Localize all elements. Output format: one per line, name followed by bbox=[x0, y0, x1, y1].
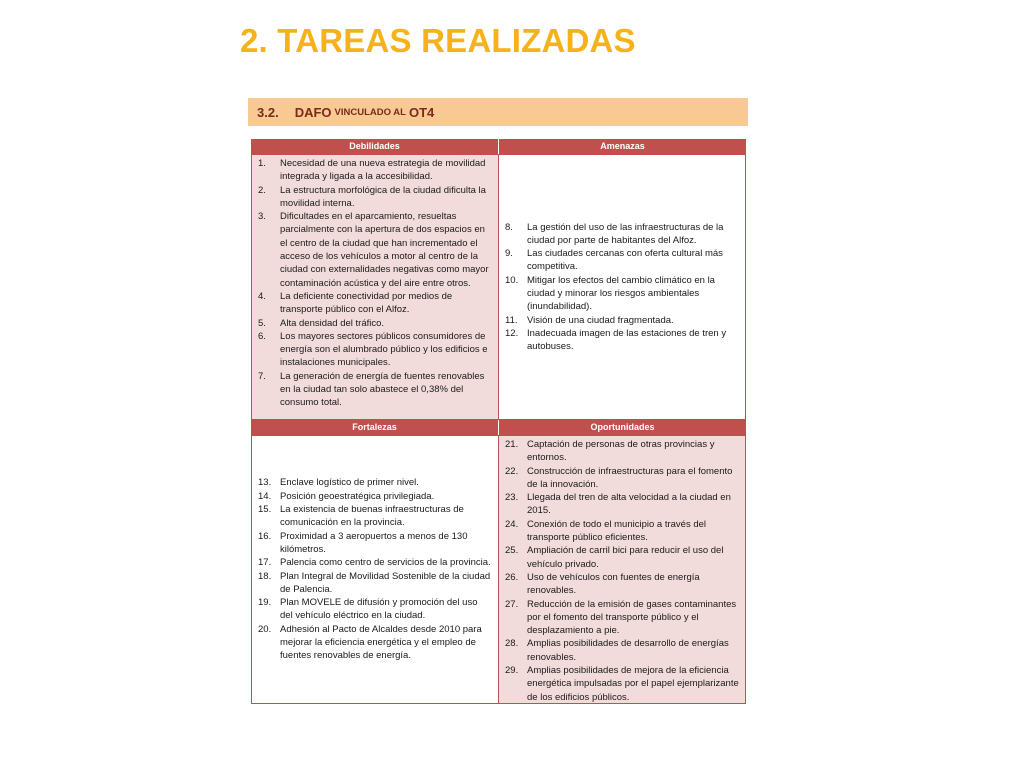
list-oportunidades bbox=[499, 436, 745, 706]
section-label-dafo: DAFO bbox=[294, 104, 332, 120]
list-item bbox=[505, 637, 739, 664]
list-item bbox=[258, 157, 492, 184]
item-number: 12. bbox=[505, 327, 519, 339]
item-number: 9. bbox=[505, 248, 513, 260]
item-number: 18. bbox=[258, 570, 272, 582]
list-item bbox=[258, 570, 492, 597]
cell-debilidades bbox=[251, 154, 499, 420]
list-item bbox=[505, 598, 739, 638]
list-item bbox=[505, 274, 739, 314]
item-number: 2. bbox=[258, 184, 266, 196]
item-text: Captación de personas de otras provincias y entornos. bbox=[527, 439, 715, 464]
item-number: 23. bbox=[505, 492, 519, 504]
item-text: Ampliación de carril bici para reducir el uso del vehículo privado. bbox=[527, 545, 724, 570]
list-item bbox=[258, 596, 492, 623]
section-label-vinculado: VINCULADO AL bbox=[334, 106, 406, 118]
section-number: 3.2. bbox=[257, 104, 279, 120]
list-item bbox=[505, 544, 739, 571]
item-text: Alta densidad del tráfico. bbox=[280, 317, 385, 329]
item-text: Posición geoestratégica privilegiada. bbox=[280, 490, 435, 502]
item-number: 7. bbox=[258, 370, 266, 382]
cell-amenazas bbox=[498, 154, 746, 420]
item-number: 19. bbox=[258, 597, 272, 609]
list-item bbox=[258, 370, 492, 410]
item-text: Necesidad de una nueva estrategia de movilidad integrada y ligada a la accesibilidad. bbox=[280, 158, 486, 183]
item-number: 1. bbox=[258, 158, 266, 169]
section-heading-bar bbox=[248, 98, 748, 126]
list-fortalezas bbox=[252, 474, 498, 664]
list-item bbox=[258, 184, 492, 211]
list-item bbox=[505, 247, 739, 274]
item-number: 11. bbox=[505, 314, 518, 326]
list-item bbox=[505, 221, 739, 248]
list-item bbox=[258, 290, 492, 317]
list-item bbox=[258, 490, 492, 503]
item-number: 16. bbox=[258, 530, 272, 542]
list-item bbox=[258, 317, 492, 330]
item-number: 13. bbox=[258, 477, 272, 489]
list-item bbox=[505, 314, 739, 327]
slide-title: 2. TAREAS REALIZADAS bbox=[240, 22, 636, 59]
cell-oportunidades bbox=[498, 435, 746, 704]
item-number: 14. bbox=[258, 490, 272, 502]
list-amenazas bbox=[499, 219, 745, 356]
item-text: Uso de vehículos con fuentes de energía renovables. bbox=[527, 571, 700, 597]
item-text: Construcción de infraestructuras para el fomento de la innovación. bbox=[527, 465, 733, 490]
list-item bbox=[505, 465, 739, 492]
list-item bbox=[258, 210, 492, 290]
item-text: Conexión de todo el municipio a través del transporte público eficientes. bbox=[527, 518, 707, 544]
header-oportunidades: Oportunidades bbox=[499, 420, 746, 435]
list-item bbox=[258, 623, 492, 663]
item-text: Las ciudades cercanas con oferta cultural más competitiva. bbox=[527, 248, 723, 273]
header-debilidades: Debilidades bbox=[251, 139, 498, 154]
item-text: Amplias posibilidades de mejora de la eficiencia energética impulsadas por el papel ejemplarizante de los edificios públicos. bbox=[527, 665, 739, 703]
item-number: 10. bbox=[505, 274, 519, 286]
list-debilidades bbox=[252, 155, 498, 412]
list-item bbox=[505, 518, 739, 545]
list-item bbox=[505, 327, 739, 354]
item-text: Inadecuada imagen de las estaciones de tren y autobuses. bbox=[527, 327, 727, 353]
item-text: La existencia de buenas infraestructuras de comunicación en la provincia. bbox=[280, 504, 464, 529]
item-number: 3. bbox=[258, 211, 266, 223]
item-text: Visión de una ciudad fragmentada. bbox=[527, 314, 674, 326]
list-item bbox=[258, 530, 492, 557]
list-item bbox=[258, 503, 492, 530]
section-label-ot4: OT4 bbox=[408, 104, 435, 120]
item-text: Amplias posibilidades de desarrollo de energías renovables. bbox=[527, 638, 729, 663]
item-number: 27. bbox=[505, 598, 519, 610]
item-text: Reducción de la emisión de gases contaminantes por el fomento del transporte público y el desplazamiento a pie. bbox=[527, 598, 737, 637]
item-number: 6. bbox=[258, 330, 266, 342]
item-text: Enclave logístico de primer nivel. bbox=[280, 477, 419, 489]
item-text: Palencia como centro de servicios de la provincia. bbox=[280, 557, 491, 569]
item-text: Mitigar los efectos del cambio climático en la ciudad y minorar los riesgos ambientales (inundabilidad). bbox=[527, 274, 715, 313]
item-number: 15. bbox=[258, 504, 272, 516]
cell-fortalezas bbox=[251, 435, 499, 704]
item-text: Los mayores sectores públicos consumidores de energía son el alumbrado público y los edificios e instalaciones municipales. bbox=[280, 330, 488, 369]
item-number: 28. bbox=[505, 638, 519, 650]
item-number: 22. bbox=[505, 465, 519, 477]
dafo-table bbox=[251, 139, 746, 704]
item-text: Dificultades en el aparcamiento, resueltas parcialmente con la apertura de dos espacios en el centro de la ciudad que han incrementado el acceso de los vehículos a motor al centro de la ciudad con externalidades negativas como mayor contaminación acústica y del aire entre otros. bbox=[280, 211, 489, 289]
item-number: 29. bbox=[505, 665, 519, 677]
list-item bbox=[505, 491, 739, 518]
list-item bbox=[505, 571, 739, 598]
item-text: Proximidad a 3 aeropuertos a menos de 130 kilómetros. bbox=[280, 530, 468, 555]
list-item bbox=[258, 330, 492, 370]
header-amenazas: Amenazas bbox=[499, 139, 746, 154]
item-text: Llegada del tren de alta velocidad a la ciudad en 2015. bbox=[527, 492, 731, 517]
item-text: La estructura morfológica de la ciudad dificulta la movilidad interna. bbox=[280, 184, 486, 209]
item-number: 25. bbox=[505, 545, 519, 557]
item-number: 4. bbox=[258, 290, 266, 302]
header-fortalezas: Fortalezas bbox=[251, 420, 498, 435]
item-number: 8. bbox=[505, 221, 513, 233]
list-item bbox=[258, 476, 492, 489]
item-number: 26. bbox=[505, 571, 519, 583]
item-number: 20. bbox=[258, 623, 272, 635]
item-text: Adhesión al Pacto de Alcaldes desde 2010 para mejorar la eficiencia energética y el empleo de fuentes renovables de energía. bbox=[280, 623, 482, 662]
list-item bbox=[505, 664, 739, 704]
item-text: Plan Integral de Movilidad Sostenible de la ciudad de Palencia. bbox=[280, 570, 491, 595]
item-text: La gestión del uso de las infraestructuras de la ciudad por parte de habitantes del Alfoz. bbox=[527, 221, 724, 246]
list-item bbox=[505, 438, 739, 465]
list-item bbox=[258, 556, 492, 569]
item-number: 17. bbox=[258, 557, 272, 569]
item-text: La generación de energía de fuentes renovables en la ciudad tan solo abastece el 0,38% del consumo total. bbox=[280, 370, 485, 409]
item-number: 5. bbox=[258, 317, 266, 329]
item-text: La deficiente conectividad por medios de transporte público con el Alfoz. bbox=[280, 290, 453, 316]
item-number: 24. bbox=[505, 518, 519, 530]
item-number: 21. bbox=[505, 439, 519, 450]
item-text: Plan MOVELE de difusión y promoción del uso del vehículo eléctrico en la ciudad. bbox=[280, 597, 478, 622]
